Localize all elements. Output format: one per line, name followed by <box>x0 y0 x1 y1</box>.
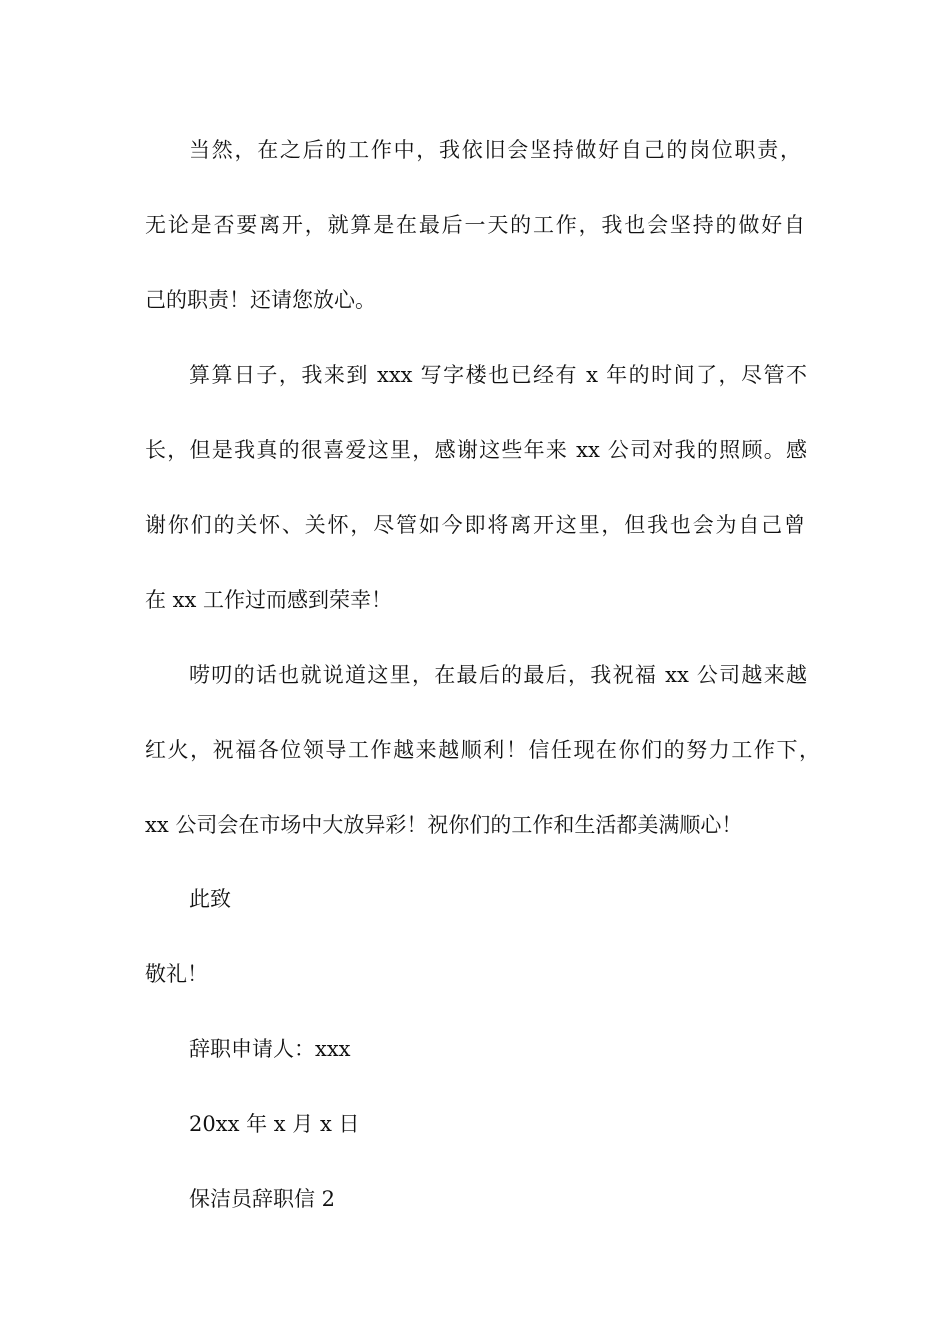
signature-applicant: 辞职申请人：xxx <box>189 1037 351 1061</box>
paragraph-2-line-1: 算算日子，我来到 xxx 写字楼也已经有 x 年的时间了，尽管不 <box>189 363 807 387</box>
paragraph-1-line-2: 无论是否要离开，就算是在最后一天的工作，我也会坚持的做好自 <box>145 213 805 237</box>
paragraph-3-line-2: 红火，祝福各位领导工作越来越顺利！信任现在你们的努力工作下， <box>145 738 820 762</box>
next-section-title: 保洁员辞职信 2 <box>189 1187 336 1211</box>
paragraph-2-line-4: 在 xx 工作过而感到荣幸！ <box>145 588 393 612</box>
signature-date: 20xx 年 x 月 x 日 <box>189 1112 360 1136</box>
closing-cizhi: 此致 <box>189 887 231 911</box>
paragraph-1-line-1: 当然，在之后的工作中，我依旧会坚持做好自己的岗位职责， <box>189 138 801 162</box>
paragraph-2-line-3: 谢你们的关怀、关怀，尽管如今即将离开这里，但我也会为自己曾 <box>145 513 805 537</box>
paragraph-3-line-3: xx 公司会在市场中大放异彩！祝你们的工作和生活都美满顺心！ <box>145 813 743 837</box>
closing-jingli: 敬礼！ <box>145 962 208 986</box>
paragraph-3-line-1: 唠叨的话也就说道这里，在最后的最后，我祝福 xx 公司越来越 <box>189 663 807 687</box>
paragraph-1-line-3: 己的职责！还请您放心。 <box>145 288 376 312</box>
paragraph-2-line-2: 长，但是我真的很喜爱这里，感谢这些年来 xx 公司对我的照顾。感 <box>145 438 807 462</box>
